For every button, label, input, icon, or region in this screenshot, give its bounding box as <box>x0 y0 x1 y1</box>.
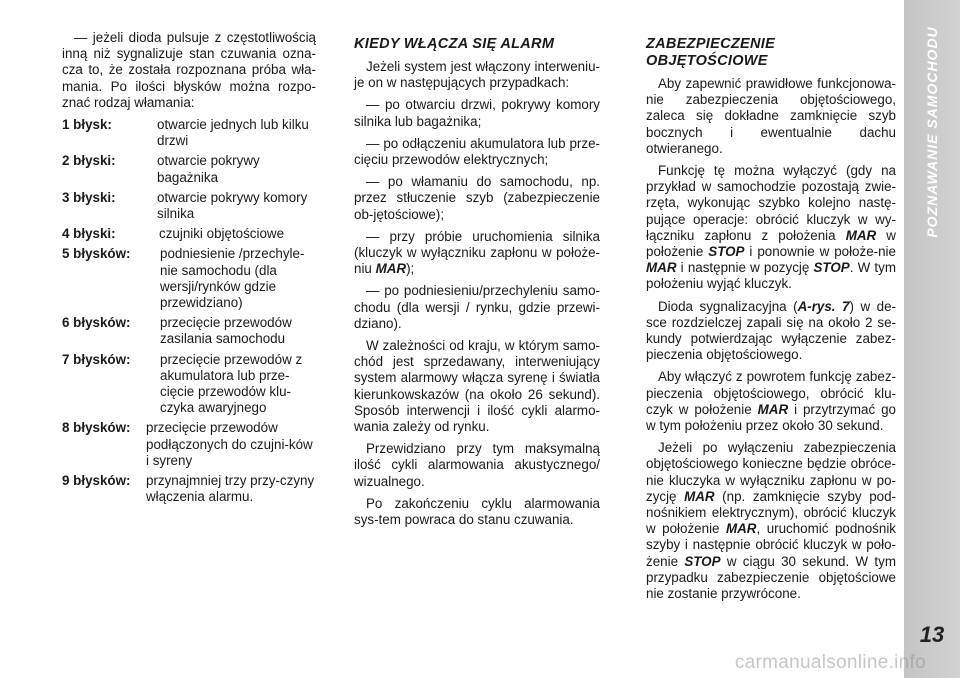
blink-description: przecięcie przewodów podłączonych do czujni-ków i syreny <box>146 420 313 468</box>
paragraph: W zależności od kraju, w którym samo-chód jest sprzedawany, interweniujący system alarmowy włącza syrenę i światła kierunkowskazów (na około 26 sekund). Sposób interwencji i ilość cykli alarmo-wania zależy od rynku. <box>354 338 600 435</box>
blink-row <box>62 315 316 347</box>
paragraph: Przewidziano przy tym maksymalną ilość cykli alarmowania akustycznego/ wizualnego. <box>354 441 600 489</box>
text: w położenie <box>646 227 896 260</box>
paragraph: — po odłączeniu akumulatora lub prze-cięciu przewodów elektrycznych; <box>354 135 600 168</box>
key-position-code: STOP <box>708 244 745 260</box>
blink-label: 8 błysków: <box>62 420 131 436</box>
section-heading-volumetric <box>646 36 896 70</box>
paragraph <box>646 299 896 364</box>
column-3 <box>646 30 896 608</box>
text: (np. zamknięcie szyby pod-nośnikiem elektrycznym), obrócić kluczyk w położenie <box>646 488 896 537</box>
blink-description: przynajmniej trzy przy-czyny włączenia alarmu. <box>146 473 315 505</box>
blink-description: otwarcie pokrywy komory silnika <box>157 189 308 222</box>
text: Dioda sygnalizacyjna ( <box>658 298 798 314</box>
blink-row <box>62 420 316 469</box>
chapter-side-tab <box>904 0 960 678</box>
text: — przy próbie uruchomienia silnika (kluczyk w wyłączniku zapłonu w położe-niu <box>354 228 600 277</box>
section-heading-alarm: KIEDY WŁĄCZA SIĘ ALARM <box>354 36 555 52</box>
heading-line: OBJĘTOŚCIOWE <box>646 53 768 69</box>
blink-row <box>62 473 316 505</box>
blink-description: przecięcie przewodów zasilania samochodu <box>160 315 292 347</box>
blink-label: 1 błysk: <box>62 117 112 133</box>
paragraph: Aby zapewnić prawidłowe funkcjonowa-nie zabezpieczenia objętościowego, zaleca się dokładne zamknięcie szyb bocznych i ewentualnie dachu otwieranego. <box>646 76 896 156</box>
text: w ciągu 30 sekund. W tym przypadku zabezpieczenie objętościowe nie zostanie przywrócone. <box>646 553 896 602</box>
text: ); <box>406 261 415 277</box>
blink-label: 3 błyski: <box>62 189 116 205</box>
paragraph: — po otwarciu drzwi, pokrywy komory silnika lub bagażnika; <box>354 97 600 129</box>
blink-description: otwarcie pokrywy bagażnika <box>157 153 260 185</box>
key-position-code: MAR <box>375 261 407 277</box>
text: i przytrzymać go w tym położeniu przez około 30 sekund. <box>646 401 896 434</box>
blink-description: przecięcie przewodów z akumulatora lub prze-cięcie przewodów klu-czyka awaryjnego <box>160 351 303 416</box>
paragraph: — po podniesieniu/przechyleniu samo-chodu (dla wersji / rynku, gdzie przewi-dziano). <box>354 283 600 331</box>
blink-description: podniesienie /przechyle-nie samochodu (dla wersji/rynków gdzie przewidziano) <box>160 246 305 311</box>
paragraph <box>646 440 896 602</box>
blink-row <box>62 117 316 149</box>
paragraph: — po włamaniu do samochodu, np. przez stłuczenie szyb (zabezpieczenie ob-jętościowe); <box>354 174 600 222</box>
blink-label: 9 błysków: <box>62 473 131 489</box>
key-position-code: STOP <box>684 553 721 569</box>
blink-label: 6 błysków: <box>62 315 131 331</box>
chapter-title: POZNAWANIE SAMOCHODU <box>924 26 940 238</box>
key-position-code: STOP <box>813 260 850 276</box>
blink-description: czujniki objętościowe <box>159 226 285 242</box>
column-1 <box>62 30 316 509</box>
blink-description: otwarcie jednych lub kilku drzwi <box>157 117 309 149</box>
blink-code-list <box>62 117 316 505</box>
blink-row <box>62 190 316 222</box>
intro-paragraph: — jeżeli dioda pulsuje z częstotliwością inną niż sygnalizuje stan czuwania ozna-cza to, że została rozpoznana próba wła-mania. Po ilości błysków można rozpo-znać rodzaj włamania: <box>62 30 316 110</box>
text: Jeżeli po wyłączeniu zabezpieczenia objętościowego konieczne będzie obróce-nie kluczyka w wyłączniku zapłonu w po-zycję <box>646 440 896 504</box>
blink-row <box>62 352 316 417</box>
paragraph: Po zakończeniu cyklu alarmowania sys-tem powraca do stanu czuwania. <box>354 495 600 528</box>
paragraph: Jeżeli system jest włączony interweniu-je on w następujących przypadkach: <box>354 59 600 91</box>
blink-row <box>62 153 316 185</box>
heading-line: ZABEZPIECZENIE <box>646 36 776 52</box>
figure-reference: A-rys. 7 <box>797 298 850 314</box>
blink-label: 7 błysków: <box>62 351 131 367</box>
paragraph <box>354 229 600 278</box>
text: Funkcję tę można wyłączyć (gdy na przykład w samochodzie pozostają zwie-rzęta, wykonując szybko kolejno nastę-pujące operacje: obrócić kluczyk w wy-łączniku zapłonu z położenia <box>646 163 896 243</box>
blink-label: 5 błysków: <box>62 246 131 262</box>
text: . W tym położeniu wyjąć kluczyk. <box>646 260 896 292</box>
text: i następnie w pozycję <box>676 260 814 276</box>
key-position-code: MAR <box>725 521 757 537</box>
watermark: carmanualsonline.info <box>734 652 926 673</box>
paragraph <box>646 369 896 434</box>
column-2 <box>354 30 600 534</box>
blink-label: 4 błyski: <box>62 226 116 242</box>
blink-label: 2 błyski: <box>62 153 116 169</box>
page-number: 13 <box>919 622 945 647</box>
paragraph <box>646 163 896 293</box>
blink-row <box>62 246 316 311</box>
key-position-code: MAR <box>646 260 677 276</box>
text: , uruchomić podnośnik szyby i następnie obrócić kluczyk w poło-żenie <box>646 521 896 569</box>
key-position-code: MAR <box>845 227 877 243</box>
key-position-code: MAR <box>757 401 789 417</box>
blink-row <box>62 226 316 242</box>
text: i ponownie w położe-nie <box>744 244 896 260</box>
text: Aby włączyć z powrotem funkcję zabez-pieczenia objętościowego, obrócić klu-czyk w położenie <box>646 369 896 417</box>
key-position-code: MAR <box>684 488 715 504</box>
text: ) w de-sce rozdzielczej zapali się na około 2 se-kundy potwierdzając wyłączenie zabez-pieczenia objętościowego. <box>646 298 896 363</box>
